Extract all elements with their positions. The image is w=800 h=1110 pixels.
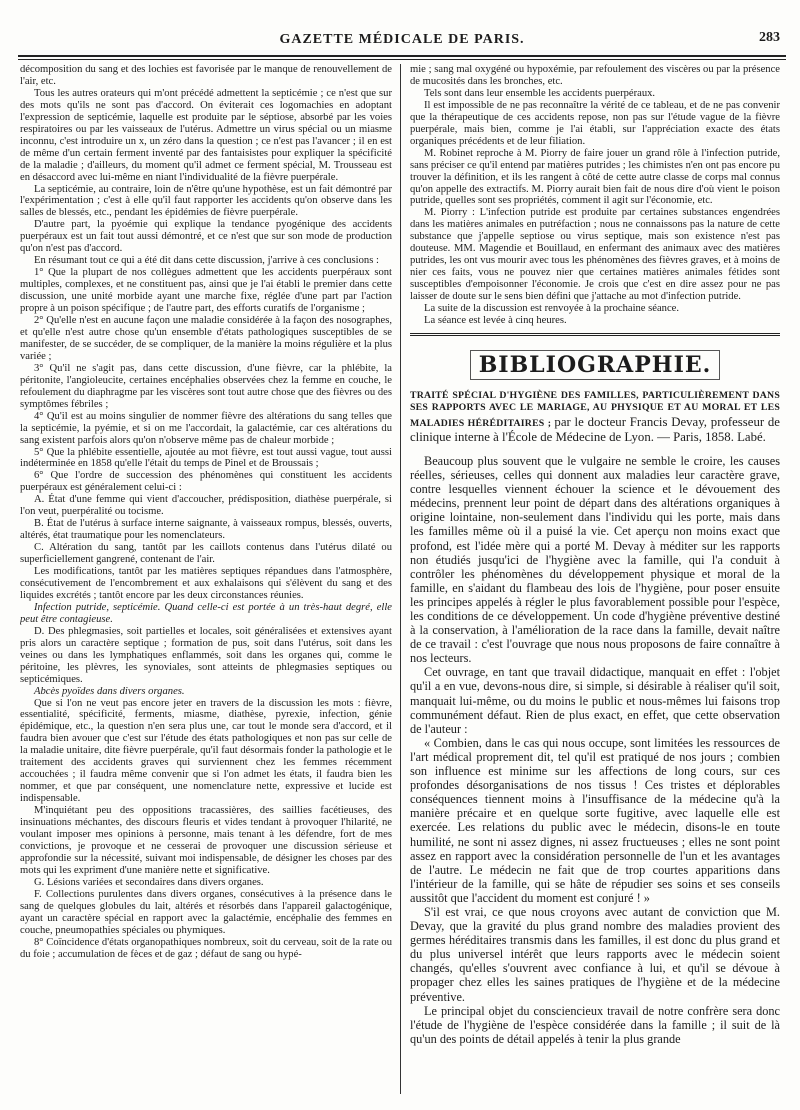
paragraph: 8° Coïncidence d'états organopathiques nombreux, soit du cerveau, soit de la rate ou du foie ; accumulation de fèces et de gaz ; défaut de sang ou hypé- [20, 936, 392, 960]
header-rule [18, 55, 786, 57]
paragraph: La séance est levée à cinq heures. [424, 315, 567, 327]
header-rule-thin [18, 59, 786, 60]
review-body [410, 454, 780, 1046]
paragraph: A. État d'une femme qui vient d'accoucher, prédisposition, diathèse puerpérale, si l'on veut, puerpéralité ou tocisme. [20, 494, 392, 518]
paragraph: 3° Qu'il ne s'agit pas, dans cette discussion, d'une fièvre, car la phlébite, la péritonite, l'angioleucite, certaines encéphalies observées chez la femme en couche, le refoulement du diaphragme par les viscères sont tout autre chose que des fièvres ou des symptômes fébriles ; [20, 362, 392, 410]
bibliography-heading [410, 350, 780, 380]
paragraph: Le principal objet du consciencieux travail de notre confrère sera donc l'étude de l'hygiène de l'espèce considérée dans la famille ; il suit de là qu'un des points de détail appelés à tenir la plus grande [410, 1003, 780, 1046]
column-divider [400, 64, 401, 1094]
bibliography-heading-text: BIBLIOGRAPHIE. [470, 350, 721, 380]
paragraph: Tous les autres orateurs qui m'ont précédé admettent la septicémie ; ce n'est que sur des mots qu'ils ne sont pas d'accord. On éviterait ces logomachies en adoptant l'expression de septicémie, laquelle est produite par le séptiose, absorbé par les voies respiratoires ou par les vaisseaux de l'utérus. Admettre un virus spécial ou un miasme inconnu, c'est introduire un x, un zéro dans la question ; ce n'est pas l'avancer ; il en est de même d'un certain ferment inventé par des fantaisistes pour expliquer la spécificité de la maladie ; d'ailleurs, du moment qu'il admet ce ferment spécial, M. Trousseau est en désaccord avec lui-même en niant l'individualité de la fièvre puerpérale. [20, 87, 392, 183]
paragraph: La septicémie, au contraire, loin de n'être qu'une hypothèse, est un fait démontré par l'expérimentation ; c'est à elle qu'il faut rapporter les accidents qu'on observe dans les salles de blessés, etc., pendant les épidémies de fièvre puerpérale. [20, 183, 392, 219]
paragraph: G. Lésions variées et secondaires dans divers organes. [34, 876, 264, 888]
paragraph: Abcès pyoïdes dans divers organes. [34, 685, 185, 697]
paragraph: Cet ouvrage, en tant que travail didactique, manquait en effet : l'objet qu'il a en vue, devons-nous dire, si simple, si désirable à réaliser qu'il soit, manquait lui-même, ou du moins le public et nous-mêmes lui faisons trop communément défaut. Rien de plus exact, en effet, que cette observation de l'auteur : [410, 665, 780, 736]
paragraph: Il est impossible de ne pas reconnaître la vérité de ce tableau, et de ne pas convenir que la thérapeutique de ces accidents repose, non pas sur l'étude vague de la fièvre puerpérale, mais bien, comme je l'ai établi, sur l'appréciation exacte des états organiques précédents et de leur filiation. [410, 99, 780, 147]
paragraph: 5° Que la phlébite essentielle, ajoutée au mot fièvre, est tout aussi vague, tout aussi indéterminée en 1858 qu'elle l'était du temps de Pinel et de Broussais ; [20, 446, 392, 470]
paragraph: S'il est vrai, ce que nous croyons avec autant de conviction que M. Devay, que la gravité du plus grand nombre des maladies provient des germes héréditaires transmis dans les familles, il est donc du plus grand et du plus universel intérêt que leurs rapports avec le médecin soient changés, qu'elles s'ouvrent avec confiance à lui, et qu'il se dévoue à propager chez elles les saines pratiques de l'hygiène et de la médecine préventive. [410, 904, 780, 1004]
paragraph: B. État de l'utérus à surface interne saignante, à vaisseaux rompus, blessés, ouverts, altérés, état traumatique pour les nomenclateurs. [20, 518, 392, 542]
paragraph: La suite de la discussion est renvoyée à la prochaine séance. [424, 303, 680, 315]
paragraph: D'autre part, la pyoémie qui explique la tendance pyogénique des accidents puerpéraux est un fait tout aussi démontré, et ce n'est que sur son mode de production qu'on n'est pas d'accord. [20, 219, 392, 255]
running-title: GAZETTE MÉDICALE DE PARIS. [279, 32, 525, 47]
paragraph: Beaucoup plus souvent que le vulgaire ne semble le croire, les causes réelles, sérieuses, celles qui donnent aux maladies leur caractère grave, contre lesquelles viennent échouer la science et le dévouement des médecins, prennent leur point de départ dans des altérations organiques à origine lointaine, non-seulement dans l'individu qui les porte, mais dans les familles même où il a puisé la vie. Cet aperçu non moins exact que profond, est l'idée mère qui a porté M. Devay à méditer sur les rapports non étudiés jusqu'ici de l'hygiène avec la famille, qui l'a conduit à contrôler les phénomènes du développement physique et moral de la famille, en s'aidant du flambeau des lois de l'hygiène, pour poser ensuite les principes appelés à régler le plus favorablement possible pour l'espèce, les conditions de ce développement. Un code d'hygiène préventive destiné à la conservation, à l'amélioration de la race dans la famille, devait naître de ce travail : c'est l'ouvrage que nous nous proposons de faire connaître à nos lecteurs. [410, 453, 780, 666]
page-number: 283 [759, 30, 780, 45]
paragraph: D. Des phlegmasies, soit partielles et locales, soit généralisées et extensives ayant pris alors un caractère septique ; formation de pus, soit dans l'utérus, soit dans les veines ou dans les lymphatiques enflammés, soit dans les organes qui, comme le péritoine, les plèvres, les synoviales, sont atteints de phlegmasies septiques ou septicémiques. [20, 625, 392, 685]
paragraph: 2° Qu'elle n'est en aucune façon une maladie considérée à la façon des nosographes, et qu'elle n'est autre chose qu'un ensemble d'états pathologiques susceptibles de se manifester, de se succéder, de se compliquer, de la manière la moins régulière et la plus variée ; [20, 315, 392, 362]
spacer [410, 446, 780, 454]
page-header [18, 30, 786, 52]
paragraph: En résumant tout ce qui a été dit dans cette discussion, j'arrive à ces conclusions : [34, 255, 379, 267]
paragraph: M. Piorry : L'infection putride est produite par certaines substances engendrées dans les matières animales en putréfaction ; nous ne connaissons pas la nature de cette substance que j'appelle septiose ou virus septique, mais son existence n'est pas douteuse. MM. Magendie et Bouillaud, en enfermant des animaux avec des matières putrides, les ont vus mourir avec tous les phénomènes des fièvres graves, et à moins de nier ces faits, vous ne pouvez nier que certaines matières animales fétides sont susceptibles d'empoisonner l'économie. Je crois que c'est en dire assez pour ne pas laisser de doute sur le sens bien défini que j'attache au mot d'infection putride. [410, 207, 780, 303]
quote-paragraph: « Combien, dans le cas qui nous occupe, sont limitées les ressources de l'art médical proprement dit, tel qu'il est pratiqué de nos jours ; combien son influence est minime sur les affections de long cours, sur ces profondes désorganisations de nos tissus ! Ces tristes et déplorables conséquences tiennent moins à l'insuffisance de la médecine qu'à la manière précaire et en quelque sorte fugitive, avec laquelle elle est exercée. Les relations du public avec le médecin, disons-le en toute humilité, ne sont ni assez dignes, ni assez fructueuses ; elles ne sont point assez en rapport avec la considération personnelle de l'un et les avantages de l'autre. Le médecin ne fait que de trop courtes apparitions dans l'intérieur de la famille, qui se hâte de répudier ses soins et ses conseils aussitôt que l'accident du moment est conjuré ! » [410, 735, 780, 905]
paragraph: Que si l'on ne veut pas encore jeter en travers de la discussion les mots : fièvre, essentialité, spécificité, ferments, miasme, diathèse, pyrexie, infection, génie épidémique, etc., la question n'en sera plus une, car tout le monde sera d'accord, et il faudra bien avouer que c'est sur l'étude des états pathologiques et non pas sur celle de la maladie unitaire, dite fièvre puerpérale, qu'il faut désormais fonder la pathologie et le traitement des accidents graves qui surviennent chez les femmes récemment accouchées ; il faudra même convenir que si l'on admet les états, il faudra bien les nommer, et que par conséquent, une nomenclature nette, expressive et lucide est indispensable. [20, 697, 392, 805]
section-separator [410, 333, 780, 336]
right-column [410, 64, 780, 1094]
paragraph: M. Robinet reproche à M. Piorry de faire jouer un grand rôle à l'infection putride, sans préciser ce qu'il entend par matières putrides ; les chimistes n'en ont pas encore pu trouver la définition, et ils les rangent à côté de cette autre classe de corps mal connus qu'on appelle des extractifs. M. Piorry aurait bien fait de nous dire d'où vient le poison putride, quelles sont ses propriétés, comment il agit sur l'économie, etc. [410, 147, 780, 207]
paragraph: mie ; sang mal oxygéné ou hypoxémie, par refoulement des viscères ou par la présence de mucosités dans les bronches, etc. [410, 64, 780, 87]
paragraph: 4° Qu'il est au moins singulier de nommer fièvre des altérations du sang telles que la septicémie, la pyémie, et si on me l'accordait, la galactémie, car ces altérations du sang existent parfois alors qu'on n'observe même pas de chaleur morbide ; [20, 410, 392, 446]
paragraph: décomposition du sang et des lochies est favorisée par le manque de renouvellement de l'air, etc. [20, 64, 392, 87]
paragraph: 6° Que l'ordre de succession des phénomènes qui constituent les accidents puerpéraux est généralement celui-ci : [20, 470, 392, 494]
book-author: par le docteur Francis Devay, professeur de clinique interne à l'École de Médecine de Lyon. — Paris, 1858. Labé. [410, 414, 780, 445]
paragraph: 1° Que la plupart de nos collègues admettent que les accidents puerpéraux sont multiples, complexes, et ne constituent pas, ainsi que je l'ai établi le premier dans cette discussion, une unité morbide ayant une marche fixe, réglée d'une part par l'action propre à un poison spécifique ; de l'autre part, des efforts curatifs de l'organisme ; [20, 267, 392, 315]
paragraph: Tels sont dans leur ensemble les accidents puerpéraux. [424, 87, 656, 99]
book-title: TRAITÉ SPÉCIAL D'HYGIÈNE DES FAMILLES, PARTICULIÈREMENT DANS SES RAPPORTS AVEC LE MARIAGE, AU PHYSIQUE ET AU MORAL ET LES MALADIES HÉRÉDITAIRES ; [410, 389, 780, 429]
paragraph: Infection putride, septicémie. Quand celle-ci est portée à un très-haut degré, elle peut être contagieuse. [20, 601, 392, 625]
paragraph: M'inquiétant peu des oppositions tracassières, des saillies facétieuses, des insinuations méchantes, des discours fleuris et vides tendant à provoquer l'hilarité, ne voulant imposer mes opinions à personne, mais tenant à les défendre, fort de mes convictions, je provoque et ne cesserai de provoquer une discussion sérieuse et approfondie sur la nécessité, suivant moi indispensable, de désigner les choses par des mots qui les expriment d'une manière nette et significative. [20, 805, 392, 876]
paragraph: C. Altération du sang, tantôt par les caillots contenus dans l'utérus dilaté ou superficiellement gangrené, contenant de l'air. [20, 542, 392, 566]
book-reference [410, 390, 780, 446]
paragraph: Les modifications, tantôt par les matières septiques répandues dans l'atmosphère, consécutivement de l'encombrement et aux exhalaisons qui s'élèvent du sang et des liquides excrétés ; tantôt encore par les deux circonstances réunies. [20, 566, 392, 601]
paragraph: F. Collections purulentes dans divers organes, consécutives à la présence dans le sang de quelques globules du lait, altérés et résorbés dans l'appareil galactogénique, ayant un caractère spécial en rapport avec la galactémie, encéphalie des femmes en couche, pneumopathies spéciales ou phymiques. [20, 888, 392, 936]
left-column [20, 64, 392, 1094]
